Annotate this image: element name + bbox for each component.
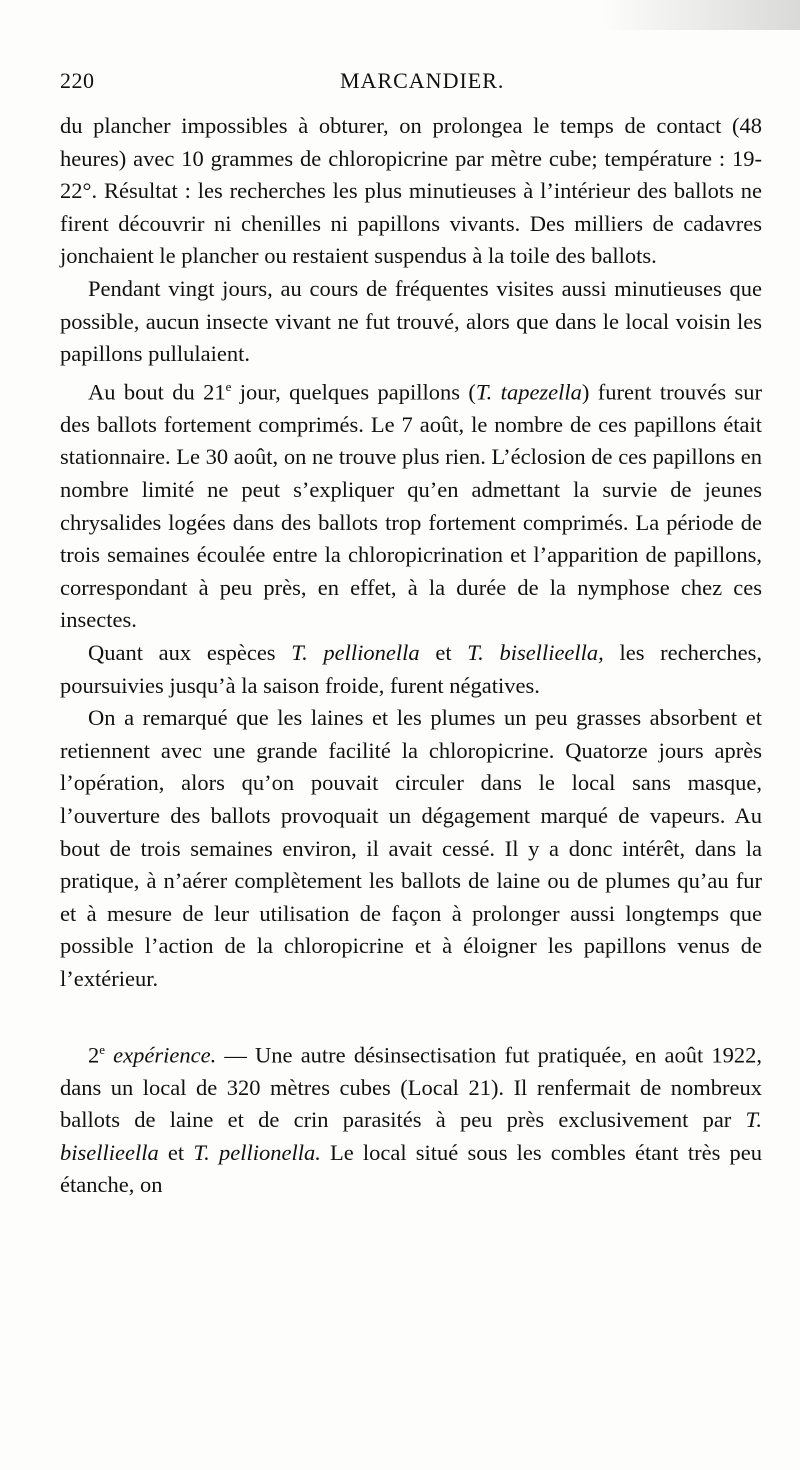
species-name: T. pellionella. [193, 1139, 321, 1165]
running-head [60, 68, 760, 102]
experiment-number: 2 [88, 1042, 100, 1068]
paragraph-3-text-a: Au bout du 21 [88, 379, 226, 405]
ordinal-superscript: e [99, 1041, 106, 1057]
ordinal-superscript: e [225, 378, 232, 394]
author-heading: MARCANDIER. [340, 68, 505, 93]
paragraph-3 [60, 371, 762, 637]
paragraph-1: du plancher impossibles à obturer, on prolongea le temps de contact (48 heures) avec 10 grammes de chloropicrine par mètre cube; température : 19-22°. Résultat : les recherches les plus minutieuses à l’intérieur des ballots ne firent découvrir ni chenilles ni papillons vivants. Des milliers de cadavres jonchaient le plancher ou restaient suspendus à la toile des ballots. [60, 113, 762, 269]
paragraph-6 [60, 1034, 762, 1202]
paragraph-5: On a remarqué que les laines et les plumes un peu grasses absorbent et retiennent avec une grande facilité la chloropicrine. Quatorze jours après l’opération, alors qu’on pouvait circuler dans le local sans masque, l’ouverture des ballots provoquait un dégagement marqué de vapeurs. Au bout de trois semaines environ, il avait cessé. Il y a donc intérêt, dans la pratique, à n’aérer complètement les ballots de laine ou de plumes qu’au fur et à mesure de leur utilisation de façon à prolonger aussi longtemps que possible l’action de la chloropicrine et à éloigner les papillons venus de l’extérieur. [60, 705, 762, 991]
paragraph-2: Pendant vingt jours, au cours de fréquentes visites aussi minutieuses que possible, aucun insecte vivant ne fut trouvé, alors que dans le local voisin les papillons pullulaient. [60, 275, 762, 367]
scan-shadow [600, 0, 800, 30]
species-name: T. tapezella [475, 379, 582, 405]
paragraph-3-text-b: jour, quelques papillons ( [231, 379, 476, 405]
paragraph-4-text-a: Quant aux espèces [88, 640, 292, 665]
body-text [60, 110, 762, 1202]
paragraph-4 [60, 637, 762, 702]
paragraph-3-text-c: ) furent trouvés sur des ballots fortement comprimés. Le 7 août, le nombre de ces papillons était stationnaire. Le 30 août, on ne trouve plus rien. L’éclosion de ces papillons en nombre limité ne peut s’expliquer qu’en admettant la survie de jeunes chrysalides logées dans des ballots trop fortement comprimés. La période de trois semaines écoulée entre la chloropicrination et l’apparition de papillons, correspondant à peu près, en effet, à la durée de la nymphose chez ces insectes. [60, 379, 762, 633]
species-name: T. bisellieella [60, 1107, 762, 1165]
species-name: T. pellionella [291, 640, 420, 665]
page-number: 220 [60, 68, 95, 93]
species-name: T. bisellieella, [467, 640, 604, 665]
paragraph-6-text-b: et [158, 1139, 194, 1165]
paragraph-4-text-b: et [419, 640, 468, 665]
paragraph-6-text-a: — Une autre désinsectisation fut pratiquée, en août 1922, dans un local de 320 mètres cubes (Local 21). Il renfermait de nombreux ballots de laine et de crin parasités à peu près exclusivement par [60, 1042, 762, 1133]
paragraph-4-text-c: les recherches, poursuivies jusqu’à la saison froide, furent négatives. [60, 640, 762, 698]
paragraph-6-text-c: Le local situé sous les combles étant très peu étanche, on [60, 1139, 763, 1198]
experiment-label: expérience. [105, 1042, 217, 1068]
